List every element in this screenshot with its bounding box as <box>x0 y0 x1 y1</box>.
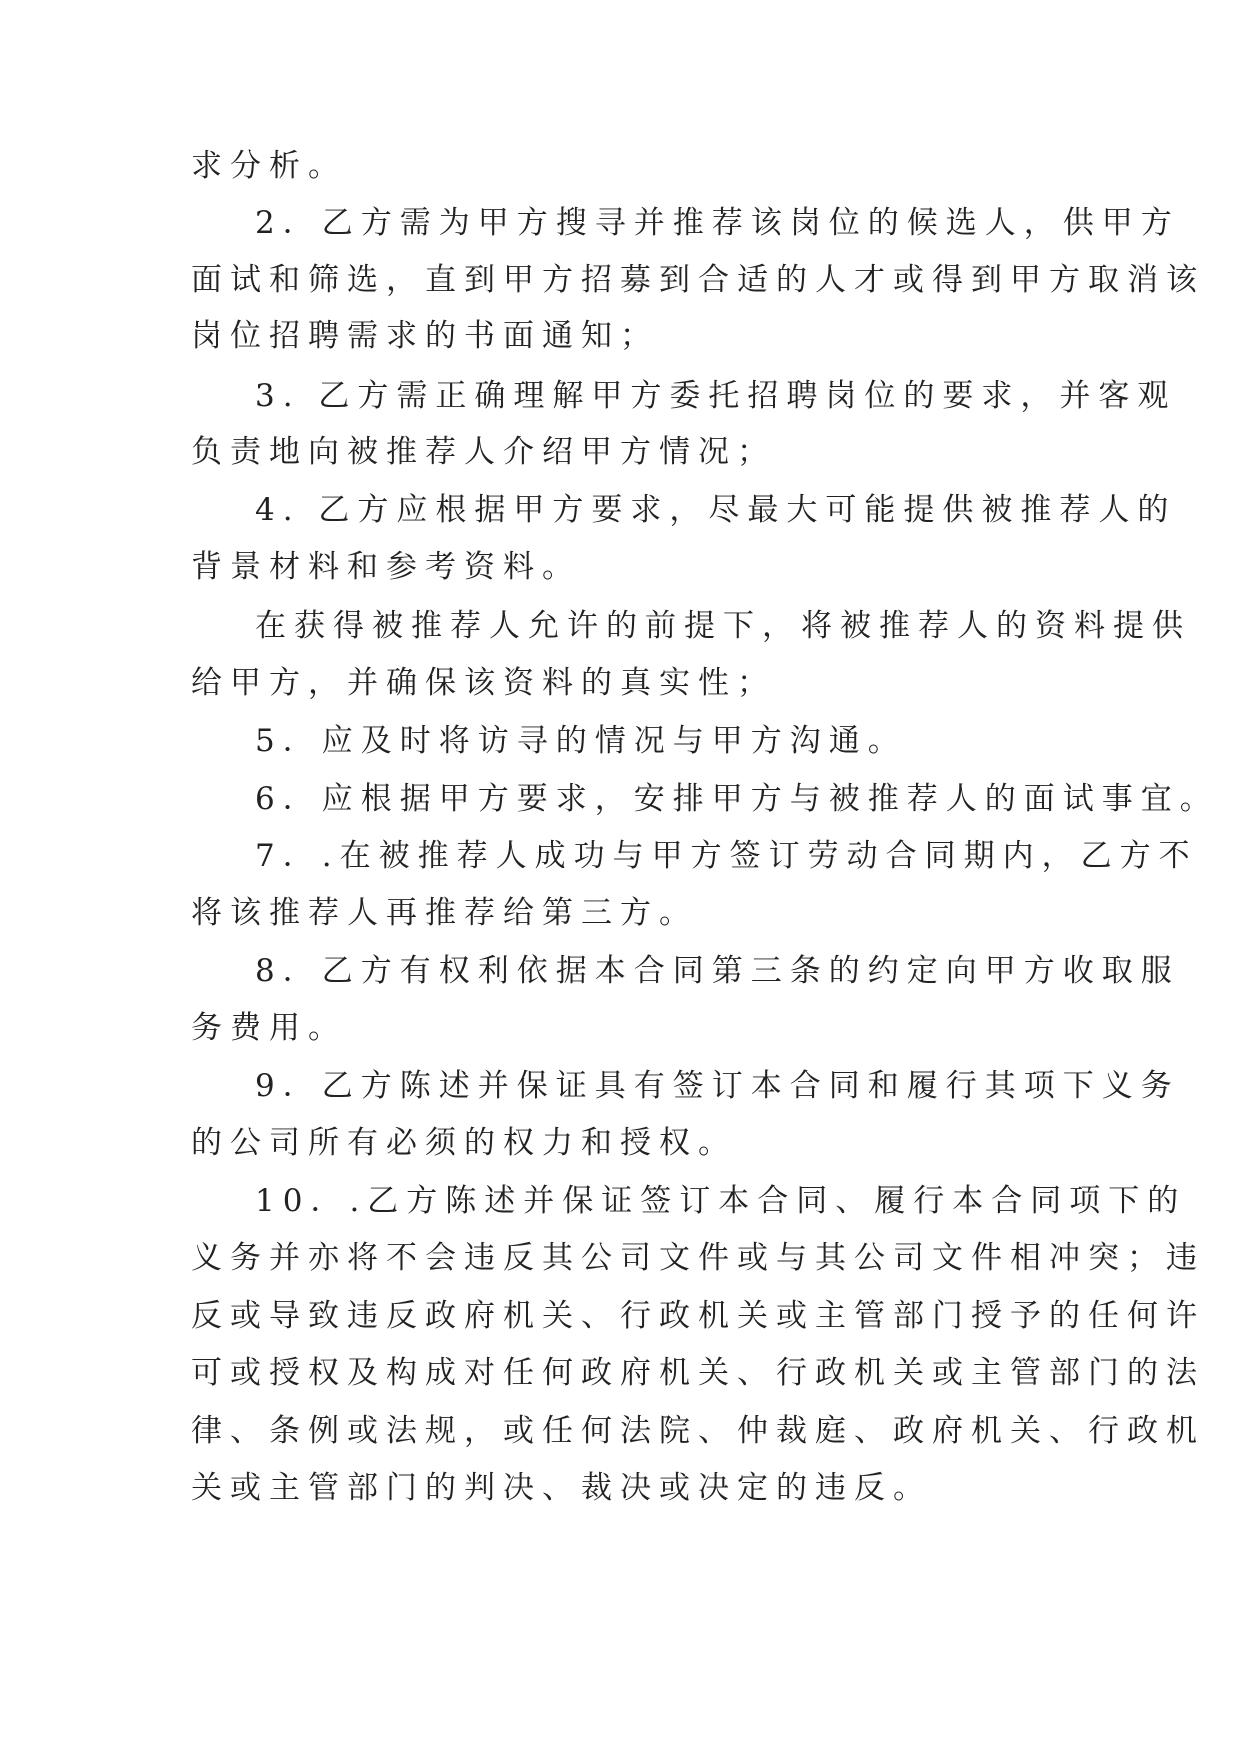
text-line: 7．.在被推荐人成功与甲方签订劳动合同期内，乙方不 <box>255 838 1198 874</box>
text-line: 9．乙方陈述并保证具有签订本合同和履行其项下义务 <box>255 1068 1180 1104</box>
text-line: 反或导致违反政府机关、行政机关或主管部门授予的任何许 <box>191 1298 1205 1334</box>
text-line: 4. 乙方应根据甲方要求，尽最大可能提供被推荐人的 <box>255 492 1177 528</box>
text-line: 10．.乙方陈述并保证签订本合同、履行本合同项下的 <box>255 1183 1187 1219</box>
text-line: 务费用。 <box>191 1010 347 1046</box>
text-line: 岗位招聘需求的书面通知； <box>191 318 659 354</box>
text-line: 求分析。 <box>191 148 347 184</box>
text-line: 在获得被推荐人允许的前提下，将被推荐人的资料提供 <box>255 608 1191 644</box>
text-line: 5．应及时将访寻的情况与甲方沟通。 <box>255 723 907 759</box>
text-line: 6．应根据甲方要求，安排甲方与被推荐人的面试事宜。 <box>255 781 1219 817</box>
text-line: 8．乙方有权利依据本合同第三条的约定向甲方收取服 <box>255 953 1180 989</box>
text-line: 将该推荐人再推荐给第三方。 <box>191 895 698 931</box>
text-line: 2．乙方需为甲方搜寻并推荐该岗位的候选人，供甲方 <box>255 205 1180 241</box>
text-line: 面试和筛选，直到甲方招募到合适的人才或得到甲方取消该 <box>191 262 1205 298</box>
text-line: 可或授权及构成对任何政府机关、行政机关或主管部门的法 <box>191 1355 1205 1391</box>
text-line: 背景材料和参考资料。 <box>191 549 581 585</box>
text-line: 义务并亦将不会违反其公司文件或与其公司文件相冲突；违 <box>191 1240 1205 1276</box>
text-line: 的公司所有必须的权力和授权。 <box>191 1125 737 1161</box>
text-line: 负责地向被推荐人介绍甲方情况； <box>191 434 776 470</box>
text-line: 律、条例或法规，或任何法院、仲裁庭、政府机关、行政机 <box>191 1413 1205 1449</box>
text-line: 3. 乙方需正确理解甲方委托招聘岗位的要求，并客观 <box>255 378 1177 414</box>
text-line: 给甲方，并确保该资料的真实性； <box>191 665 776 701</box>
text-line: 关或主管部门的判决、裁决或决定的违反。 <box>191 1470 932 1506</box>
